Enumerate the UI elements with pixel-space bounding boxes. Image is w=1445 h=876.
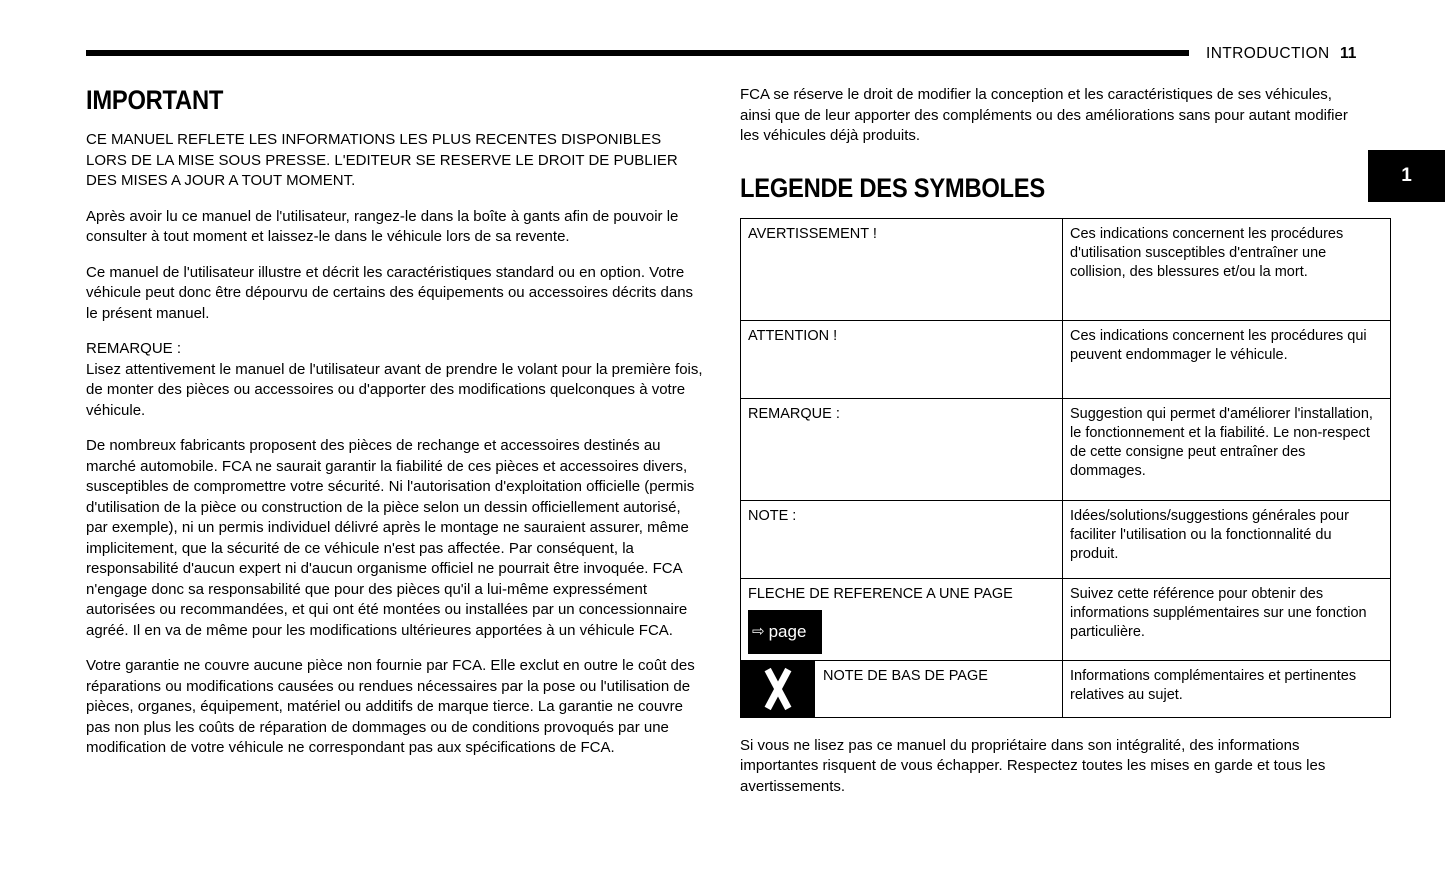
symbol-label-cell	[741, 320, 1063, 398]
paragraph-closing-note: Si vous ne lisez pas ce manuel du propriétaire dans son intégralité, des informations importantes risquent de vous échapper. Respectez toutes les mises en garde et tous les avertissements.	[740, 736, 1326, 795]
table-row	[741, 660, 1391, 717]
table-row	[741, 218, 1391, 320]
paragraph-important-notice: CE MANUEL REFLETE LES INFORMATIONS LES PLUS RECENTES DISPONIBLES LORS DE LA MISE SOUS PRESSE. L'EDITEUR SE RESERVE LE DROIT DE PUBLIER DES MISES A JOUR A TOUT MOMENT.	[86, 131, 678, 189]
symbol-label: NOTE :	[748, 507, 797, 524]
symbols-legend-title: LEGENDE DES SYMBOLES	[740, 172, 1045, 203]
paragraph-fca-rights: FCA se réserve le droit de modifier la conception et les caractéristiques de ses véhicules, ainsi que de leur apporter des compléments ou des améliorations sans pour autant modifier les véhicules déjà produits.	[740, 86, 1348, 144]
header-section-label: INTRODUCTION	[1206, 45, 1330, 62]
paragraph-standard-optional: Ce manuel de l'utilisateur illustre et décrit les caractéristiques standard ou en option. Votre véhicule peut donc être dépourvu de certains des équipements ou accessoires décrits dans le présent manuel.	[86, 263, 694, 322]
table-row	[741, 320, 1391, 398]
symbol-description: Idées/solutions/suggestions générales pour faciliter l'utilisation ou la fonctionnalité du produit.	[1063, 500, 1391, 578]
symbol-label: FLECHE DE REFERENCE A UNE PAGE	[748, 585, 1013, 602]
page-arrow-swatch	[748, 610, 822, 654]
page-number: 11	[1340, 45, 1357, 62]
cell-spacer	[748, 424, 1054, 494]
label-remarque: REMARQUE :	[86, 340, 182, 357]
symbol-label: AVERTISSEMENT !	[748, 225, 877, 242]
symbol-label-cell	[741, 398, 1063, 500]
paragraph-remarque-text: Lisez attentivement le manuel de l'utilisateur avant de prendre le volant pour la première fois, de monter des pièces ou accessoires ou d'apporter des modifications quelconques à votre véhicule.	[86, 360, 703, 419]
table-row	[741, 578, 1391, 660]
symbol-description: Ces indications concernent les procédures qui peuvent endommager le véhicule.	[1063, 320, 1391, 398]
header-rule	[86, 50, 1189, 56]
symbol-label: REMARQUE :	[748, 405, 840, 422]
symbol-label-cell	[741, 218, 1063, 320]
symbol-label-cell	[741, 578, 1063, 660]
table-row	[741, 398, 1391, 500]
cell-spacer	[748, 346, 1054, 392]
cell-spacer	[748, 526, 1054, 572]
symbol-label: NOTE DE BAS DE PAGE	[823, 667, 988, 684]
paragraph-storage: Après avoir lu ce manuel de l'utilisateur, rangez-le dans la boîte à gants afin de pouvoir le consulter à tout moment et laissez-le dans le véhicule lors de sa revente.	[86, 207, 679, 245]
symbol-label: ATTENTION !	[748, 327, 838, 344]
right-arrow-icon: ⇨	[752, 623, 765, 640]
paragraph-warranty-exclusions: Votre garantie ne couvre aucune pièce non fournie par FCA. Elle exclut en outre le coût des réparations ou modifications causées ou rendues nécessaires par la pose ou l'utilisation de pièces, organes, équipement, matériel ou additifs de marque tierce. La garantie ne couvre pas non plus les coûts de réparation de dommages ou de conditions provoqués par une modification de votre véhicule ne correspondant pas aux spécifications de FCA.	[86, 657, 695, 756]
right-column	[740, 85, 1373, 812]
x-mark-icon	[741, 661, 815, 717]
symbol-label-cell	[741, 660, 1063, 717]
cell-spacer	[748, 244, 1054, 314]
symbol-description: Informations complémentaires et pertinentes relatives au sujet.	[1063, 660, 1391, 717]
paragraph-parts-warranty: De nombreux fabricants proposent des pièces de rechange et accessoires destinés au marché automobile. FCA ne saurait garantir la fiabilité de ces pièces et accessoires divers, susceptibles de compromettre votre sécurité. Ni l'autorisation d'exploitation officielle (permis d'utilisation de la pièce ou construction de la pièce selon un dessin officiellement autorisé, par exemple), ni un permis individuel délivré après le montage ne sauraient assurer, même implicitement, que la sécurité de ce véhicule n'est pas affectée. Par conséquent, la responsabilité d'aucun expert ni d'aucun organisme officiel ne pourrait être invoquée. FCA n'engage donc sa responsabilité que pour des pièces qu'il a lui-même expressément autorisées ou recommandées, et qui ont été montées ou installées par un concessionnaire agréé. Il en va de même pour les modifications ultérieures apportées à un véhicule FCA.	[86, 437, 695, 639]
symbol-label-cell	[741, 500, 1063, 578]
section-tab: 1	[1368, 150, 1445, 202]
footnote-swatch-row	[741, 661, 1062, 717]
symbols-legend-table	[740, 218, 1391, 718]
symbol-description: Suivez cette référence pour obtenir des informations supplémentaires sur une fonction particulière.	[1063, 578, 1391, 660]
symbol-description: Ces indications concernent les procédures d'utilisation susceptibles d'entraîner une collision, des blessures et/ou la mort.	[1063, 218, 1391, 320]
symbol-description: Suggestion qui permet d'améliorer l'installation, le fonctionnement et la fiabilité. Le non-respect de cette consigne peut entraîner des dommages.	[1063, 398, 1391, 500]
page-arrow-label: page	[768, 622, 807, 641]
table-row	[741, 500, 1391, 578]
left-column	[86, 85, 706, 774]
page-title: IMPORTANT	[86, 85, 224, 115]
